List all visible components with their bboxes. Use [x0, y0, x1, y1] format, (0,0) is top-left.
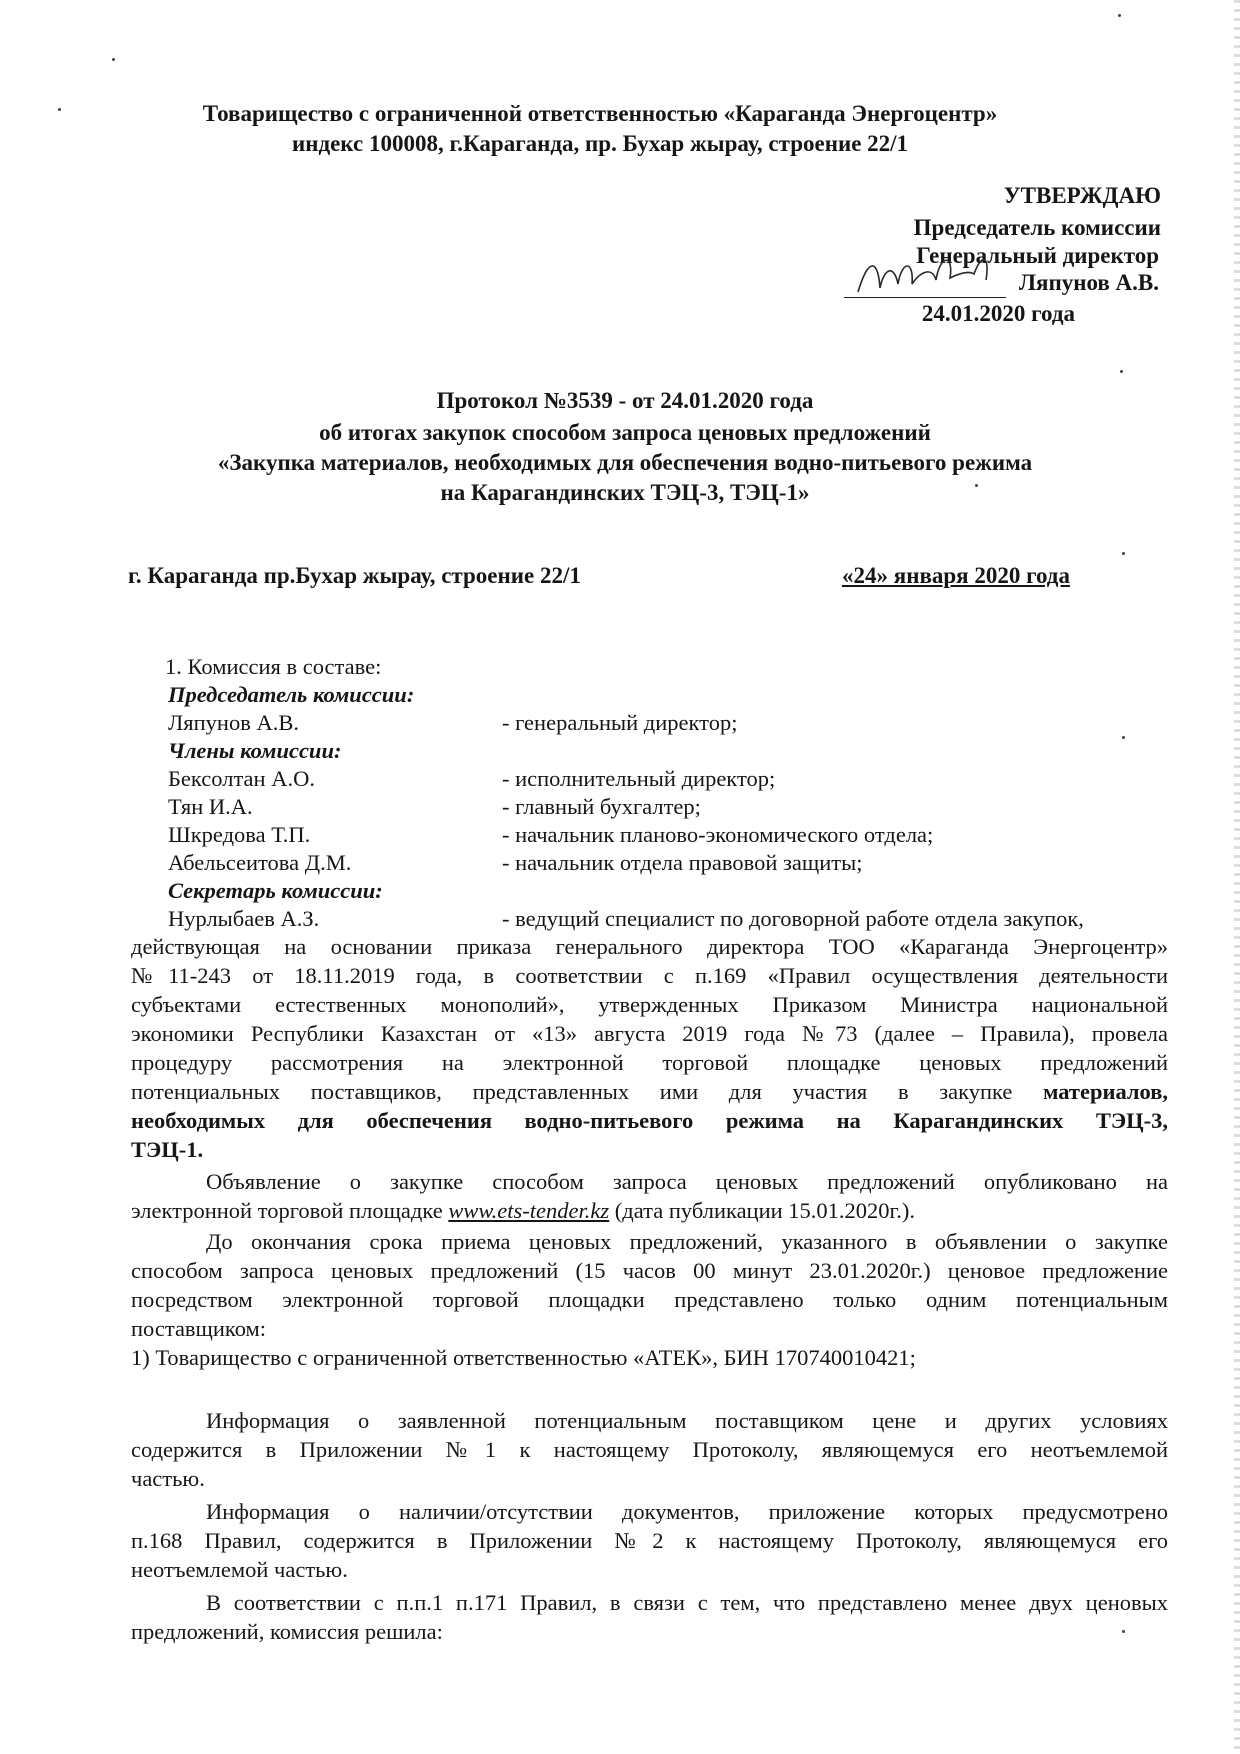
scan-speck: [1120, 370, 1123, 373]
paragraph-line: способом запроса ценовых предложений (15 часов 00 минут 23.01.2020г.) ценовое предложение: [131, 1258, 1168, 1283]
paragraph-line: поставщиком:: [131, 1316, 267, 1341]
protocol-title: Протокол №3539 - от 24.01.2020 года: [436, 388, 814, 413]
paragraph-line: В соответствии с п.п.1 п.171 Правил, в связи с тем, что представлено менее двух ценовых: [206, 1590, 1168, 1615]
secretary-name: Нурлыбаев А.З.: [168, 906, 320, 931]
paragraph-line: неотъемлемой частью.: [131, 1557, 348, 1582]
paragraph-line: предложений, комиссия решила:: [131, 1619, 443, 1644]
paragraph-line: Информация о заявленной потенциальным поставщиком цене и других условиях: [206, 1408, 1168, 1433]
scan-speck: [112, 58, 115, 61]
procurement-subject: материалов,: [1043, 1079, 1168, 1104]
scan-speck: [58, 108, 61, 111]
member-role: - начальник отдела правовой защиты;: [502, 850, 863, 875]
member-role: - главный бухгалтер;: [502, 794, 701, 819]
paragraph-line: Объявление о закупке способом запроса ценовых предложений опубликовано на: [206, 1169, 1168, 1194]
paragraph-line: процедуру рассмотрения на электронной торговой площадке ценовых предложений: [131, 1050, 1168, 1075]
paragraph-line: [131, 1197, 1168, 1225]
member-role: - начальник планово-экономического отдела;: [502, 822, 934, 847]
scan-speck: [1118, 14, 1121, 17]
approver-role-2: Генеральный директор: [916, 243, 1159, 268]
paragraph-line: Информация о наличии/отсутствии документов, приложение которых предусмотрено: [206, 1499, 1168, 1524]
secretary-role: - ведущий специалист по договорной работе отдела закупок,: [502, 906, 1084, 931]
member-role: - исполнительный директор;: [502, 766, 776, 791]
members-label: Члены комиссии:: [168, 738, 342, 763]
paragraph-line: экономики Республики Казахстан от «13» августа 2019 года №73 (далее – Правила), провела: [131, 1021, 1168, 1046]
procurement-subject-end: ТЭЦ-1.: [131, 1137, 204, 1162]
approver-name: Ляпунов А.В.: [1018, 270, 1159, 295]
paragraph-line: №11-243 от 18.11.2019 года, в соответствии с п.169 «Правил осуществления деятельности: [131, 963, 1168, 988]
member-name: Тян И.А.: [168, 794, 253, 819]
scan-speck: [1122, 736, 1125, 739]
place: г. Караганда пр.Бухар жырау, строение 22/1: [128, 563, 581, 588]
tender-site-link[interactable]: www.ets-tender.kz: [448, 1198, 610, 1223]
paragraph-text: электронной торговой площадке: [131, 1198, 449, 1223]
chair-label: Председатель комиссии:: [168, 682, 415, 707]
supplier-item: 1) Товарищество с ограниченной ответственностью «АТЕК», БИН 170740010421;: [131, 1345, 916, 1370]
paragraph-line: До окончания срока приема ценовых предложений, указанного в объявлении о закупке: [206, 1229, 1168, 1254]
procurement-name-cont: на Карагандинских ТЭЦ-3, ТЭЦ-1»: [440, 480, 810, 505]
paragraph-line: частью.: [131, 1466, 205, 1491]
member-name: Шкредова Т.П.: [168, 822, 311, 847]
paragraph-line: п.168 Правил, содержится в Приложении №2 к настоящему Протоколу, являющемуся его: [131, 1528, 1168, 1553]
signature-mark: [850, 244, 1040, 304]
approval-date: 24.01.2020 года: [921, 301, 1075, 326]
protocol-subtitle: об итогах закупок способом запроса ценовых предложений: [319, 420, 931, 445]
scan-edge: [1234, 0, 1240, 1754]
org-name: Товарищество с ограниченной ответственностью «Караганда Энергоцентр»: [202, 101, 998, 126]
paragraph-line: субъектами естественных монополий», утвержденных Приказом Министра национальной: [131, 992, 1168, 1017]
approve-label: УТВЕРЖДАЮ: [1003, 183, 1161, 208]
paragraph-text: (дата публикации 15.01.2020г.).: [609, 1198, 915, 1223]
secretary-label: Секретарь комиссии:: [168, 878, 383, 903]
paragraph-line: посредством электронной торговой площадки представлено только одним потенциальным: [131, 1287, 1168, 1312]
member-name: Бексолтан А.О.: [168, 766, 315, 791]
paragraph-line: содержится в Приложении №1 к настоящему Протоколу, являющемуся его неотъемлемой: [131, 1437, 1168, 1462]
procurement-subject-line: необходимых для обеспечения водно-питьевого режима на Карагандинских ТЭЦ-3,: [131, 1108, 1168, 1133]
approver-role-1: Председатель комиссии: [913, 215, 1161, 240]
org-address: индекс 100008, г.Караганда, пр. Бухар жырау, строение 22/1: [291, 131, 909, 156]
scan-speck: [1122, 552, 1125, 555]
member-name: Абельсеитова Д.М.: [168, 850, 352, 875]
paragraph-line: действующая на основании приказа генерального директора ТОО «Караганда Энергоцентр»: [131, 934, 1168, 959]
paragraph-line: [131, 1078, 1168, 1106]
procurement-name: «Закупка материалов, необходимых для обеспечения водно-питьевого режима: [217, 450, 1033, 475]
chair-name: Ляпунов А.В.: [168, 710, 299, 735]
chair-role: - генеральный директор;: [502, 710, 738, 735]
document-date: «24» января 2020 года: [842, 563, 1070, 588]
paragraph-text: потенциальных поставщиков, представленных ими для участия в закупке: [131, 1079, 1044, 1104]
commission-heading: 1. Комиссия в составе:: [165, 654, 382, 679]
